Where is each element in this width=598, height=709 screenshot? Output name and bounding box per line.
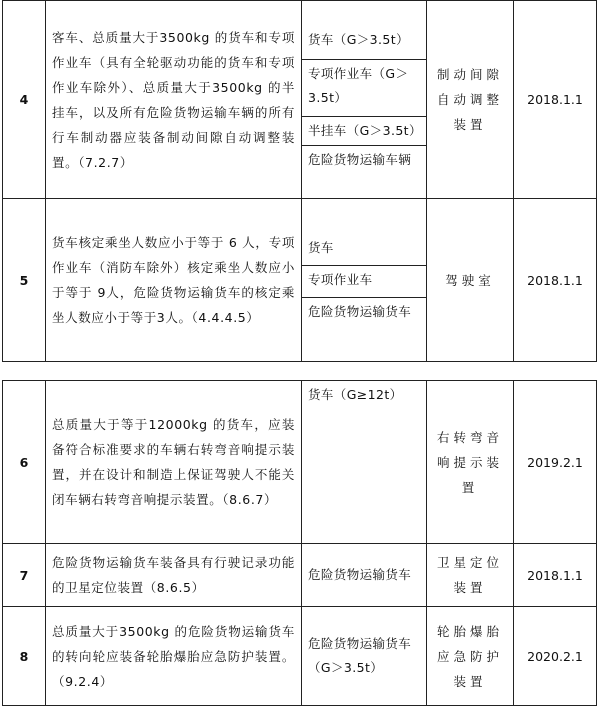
- row-number: 4: [3, 1, 46, 199]
- requirements-table-part1: [2, 0, 597, 362]
- vehicle-type: 危险货物运输货车: [308, 567, 412, 582]
- vehicle-type: 危险货物运输货车: [308, 304, 412, 319]
- vehicle-type: 货车（G＞3.5t）: [302, 26, 426, 60]
- table-row: [3, 199, 597, 362]
- system-name: 卫星定位装置: [427, 544, 514, 607]
- requirement-text: 总质量大于等于12000kg 的货车，应装备符合标准要求的车辆右转弯音响提示装置，并在设计和制造上保证驾驶人不能关闭车辆右转弯音响提示装置。（8.6.7）: [46, 381, 302, 544]
- vehicle-type: 货车: [302, 234, 426, 266]
- row-number: 6: [3, 381, 46, 544]
- vehicle-type: 半挂车（G＞3.5t）: [302, 117, 426, 146]
- row-number: 7: [3, 544, 46, 607]
- table-row: [3, 607, 597, 706]
- effective-date: 2020.2.1: [514, 607, 597, 706]
- effective-date: 2019.2.1: [514, 381, 597, 544]
- requirement-text: 总质量大于3500kg 的危险货物运输货车的转向轮应装备轮胎爆胎应急防护装置。（9.2.4）: [46, 607, 302, 706]
- table-row: [3, 381, 597, 544]
- effective-date: 2018.1.1: [514, 1, 597, 199]
- effective-date: 2018.1.1: [514, 199, 597, 362]
- vehicle-type: 危险货物运输货车（G＞3.5t）: [308, 636, 412, 675]
- vehicle-type: 专项作业车: [302, 266, 426, 298]
- vehicle-type: 危险货物运输车辆: [308, 151, 412, 167]
- vehicle-type: 货车（G≥12t）: [308, 387, 403, 402]
- requirements-table-part2: [2, 380, 597, 706]
- vehicle-types: [302, 544, 427, 607]
- system-name: 制动间隙自动调整装置: [427, 1, 514, 199]
- vehicle-types: [302, 607, 427, 706]
- effective-date: 2018.1.1: [514, 544, 597, 607]
- system-name: 驾驶室: [427, 199, 514, 362]
- table-row: [3, 544, 597, 607]
- requirement-text: 货车核定乘坐人数应小于等于 6 人，专项作业车（消防车除外）核定乘坐人数应小于等于 9人，危险货物运输货车的核定乘坐人数应小于等于3人。（4.4.4.5）: [46, 199, 302, 362]
- system-name: 右转弯音响提示装置: [427, 381, 514, 544]
- vehicle-types: [302, 1, 427, 199]
- vehicle-types: [302, 381, 427, 544]
- vehicle-types: [302, 199, 427, 362]
- table-row: [3, 1, 597, 199]
- requirement-text: 危险货物运输货车装备具有行驶记录功能的卫星定位装置（8.6.5）: [46, 544, 302, 607]
- row-number: 8: [3, 607, 46, 706]
- requirement-text: 客车、总质量大于3500kg 的货车和专项作业车（具有全轮驱动功能的货车和专项作业车除外）、总质量大于3500kg 的半挂车，以及所有危险货物运输车辆的所有行车制动器应装备制动间隙自动调整装置。（7.2.7）: [46, 1, 302, 199]
- row-number: 5: [3, 199, 46, 362]
- vehicle-type: 专项作业车（G＞3.5t）: [302, 60, 426, 117]
- system-name: 轮胎爆胎应急防护装置: [427, 607, 514, 706]
